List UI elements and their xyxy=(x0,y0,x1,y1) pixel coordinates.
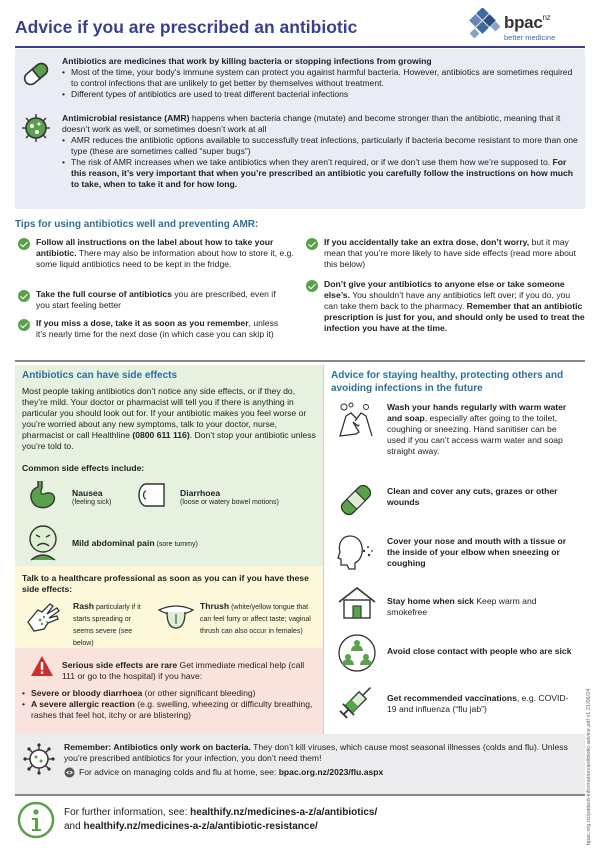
check-icon xyxy=(18,238,30,250)
advice-wash-hands: Wash your hands regularly with warm water and soap, especially after going to the toilet, coughing or sneezing. Hand sanitiser can be used if you can’t access warm water and soap straight away. xyxy=(387,402,567,456)
list-item: • AMR reduces the antibiotic options available to successfully treat infections, particularly if bacteria become resistant to more than one type (these are sometimes called “super bugs”) xyxy=(62,135,582,157)
check-icon xyxy=(306,280,318,292)
logo-tagline: better medicine xyxy=(504,33,556,42)
page-title: Advice if you are prescribed an antibiotic xyxy=(15,17,358,37)
amr-text: happens when bacteria change (mutate) and become stronger than the antibiotic, meaning that it doesn’t work as well, or sometimes doesn’t work at all xyxy=(62,113,561,134)
info-icon xyxy=(17,801,55,839)
syringe-icon xyxy=(336,681,378,721)
tongue-icon xyxy=(156,600,196,634)
intro-amr xyxy=(62,113,582,190)
bandage-icon xyxy=(337,481,375,519)
hand-washing-icon xyxy=(336,402,376,438)
tip-missed-dose: If you miss a dose, take it as soon as you remember, unless it’s nearly time for the next dose (in which case you can skip it) xyxy=(36,318,279,339)
logo-sup: nz xyxy=(542,13,551,22)
bpac-logo xyxy=(466,6,586,46)
footer-link-antibiotics[interactable]: healthify.nz/medicines-a-z/a/antibiotics/ xyxy=(190,807,378,818)
people-distance-icon xyxy=(337,633,377,673)
tip-full-course: Take the full course of antibiotics you are prescribed, even if you start feeling better xyxy=(36,289,276,310)
footer-link-resistance[interactable]: healthify.nz/medicines-a-z/a/antibiotic-resistance/ xyxy=(83,820,318,832)
bpac-logo-icon xyxy=(466,8,502,44)
advice-vaccinations: Get recommended vaccinations, e.g. COVID-19 and influenza (“flu jab”) xyxy=(387,693,569,714)
flu-advice-link[interactable]: bpac.org.nz/2023/flu.aspx xyxy=(278,767,384,777)
warning-icon xyxy=(30,655,54,677)
footer-text: For further information, see: healthify.nz/medicines-a-z/a/antibiotics/ and healthify.nz/medicines-a-z/a/antibiotic-resistance/ xyxy=(64,807,378,832)
diarrhoea-item: Diarrhoea (loose or watery bowel motions) xyxy=(180,488,279,506)
bacteria-icon xyxy=(20,112,52,144)
check-icon xyxy=(18,319,30,331)
stomach-icon xyxy=(26,478,60,512)
abdominal-pain-icon xyxy=(26,522,60,562)
flu-advice: For advice on managing colds and flu at home, see: bpac.org.nz/2023/flu.aspx xyxy=(79,767,384,777)
amr-list xyxy=(62,135,582,190)
rash-item: Rash particularly if it starts spreading or seems severe (see below) xyxy=(73,601,141,647)
toilet-roll-icon xyxy=(136,480,170,510)
tip-follow-instructions: Follow all instructions on the label about how to take your antibiotic. There may also be information about how to store it, e.g. some liquid antibiotics need to be kept in the fridge. xyxy=(36,237,294,269)
house-icon xyxy=(337,586,377,620)
hand-rash-icon xyxy=(24,598,64,634)
intro-what-list xyxy=(62,67,577,100)
talk-title: Talk to a healthcare professional as soon as you can if you have these side effects: xyxy=(22,573,309,594)
list-item: • Most of the time, your body’s immune system can protect you against harmful bacteria. However, antibiotics are sometimes required to control infections that are unlikely to get better by themselves without treatment. xyxy=(62,67,577,89)
check-icon xyxy=(306,238,318,250)
capsule-icon xyxy=(20,58,52,90)
side-effects-text: Most people taking antibiotics don’t notice any side effects, or if they do, they’re mild. Your doctor or pharmacist will tell you if there is anything in particular you should look out for. If your antibiotic makes you feel worse or you’re worried about any new symptoms, talk to your doctor, nurse, pharmacist or call Healthline (0800 611 116). Don’t stop your antibiotic unless you’re told to. xyxy=(22,386,316,451)
intro-what xyxy=(62,56,577,100)
logo-name: bpac xyxy=(504,13,543,32)
intro-what-title: Antibiotics are medicines that work by killing bacteria or stopping infections from growing xyxy=(62,56,432,66)
check-icon xyxy=(18,290,30,302)
thrush-item: Thrush (white/yellow tongue that can feel furry or affect taste; vaginal thrush can also occur in females) xyxy=(200,601,311,635)
footer-divider xyxy=(15,794,585,796)
eye-icon xyxy=(64,767,75,778)
serious-text: Serious side effects are rare Get immediate medical help (call 111 or go to the hospital) if you have: xyxy=(62,660,305,681)
list-item: • Different types of antibiotics are used to treat different bacterial infections xyxy=(62,89,577,100)
amr-title: Antimicrobial resistance (AMR) xyxy=(62,113,190,123)
nausea-item: Nausea (feeling sick) xyxy=(72,488,112,506)
sneezing-icon xyxy=(336,533,376,571)
side-effects-title: Antibiotics can have side effects xyxy=(22,370,178,381)
side-reference: bpac.org.nz/patient-information/antibiotic-advice.pdf v1 21/06/24 xyxy=(586,688,592,845)
advice-stay-home: Stay home when sick Keep warm and smokefree xyxy=(387,596,537,617)
header-rule xyxy=(15,46,585,48)
advice-title: Advice for staying healthy, protecting others and avoiding infections in the future xyxy=(331,370,564,394)
advice-avoid-contact: Avoid close contact with people who are sick xyxy=(387,646,572,656)
list-item: • The risk of AMR increases when we take antibiotics when they aren’t required, or if we don’t use them how we’re supposed to. For this reason, it’s very important that when you’re prescribed an antibiotic you carefully follow the instructions on how much to take, when to take it and for how long. xyxy=(62,157,582,190)
tips-title: Tips for using antibiotics well and preventing AMR: xyxy=(15,219,259,230)
abdominal-pain-item: Mild abdominal pain (sore tummy) xyxy=(72,538,198,548)
virus-icon xyxy=(22,742,56,776)
remember-text: Remember: Antibiotics only work on bacteria. They don’t kill viruses, which cause most seasonal illnesses (colds and flu). Unless you’re prescribed antibiotics for your infection, you don’t need them! xyxy=(64,742,568,763)
advice-cover-nose: Cover your nose and mouth with a tissue or the inside of your elbow when sneezing or coughing xyxy=(387,536,567,568)
list-item: • A severe allergic reaction (e.g. swelling, wheezing or difficulty breathing, rashes that feel hot, itchy or are blistering) xyxy=(22,699,318,721)
tip-dont-share: Don’t give your antibiotics to anyone else or take someone else’s. You shouldn’t have any antibiotics left over; if you do, you can take them back to the pharmacy. Remember that an antibiotic prescription is just for you, and should only be used to treat the infection you have at the time. xyxy=(324,279,585,333)
serious-list xyxy=(22,688,318,721)
tip-extra-dose: If you accidentally take an extra dose, don’t worry, but it may mean that you’re more likely to have side effects (read more about this below) xyxy=(324,237,577,269)
advice-cover-cuts: Clean and cover any cuts, grazes or other wounds xyxy=(387,486,558,507)
common-side-effects-title: Common side effects include: xyxy=(22,463,145,473)
list-item: • Severe or bloody diarrhoea (or other significant bleeding) xyxy=(22,688,318,699)
section-divider xyxy=(15,360,585,362)
